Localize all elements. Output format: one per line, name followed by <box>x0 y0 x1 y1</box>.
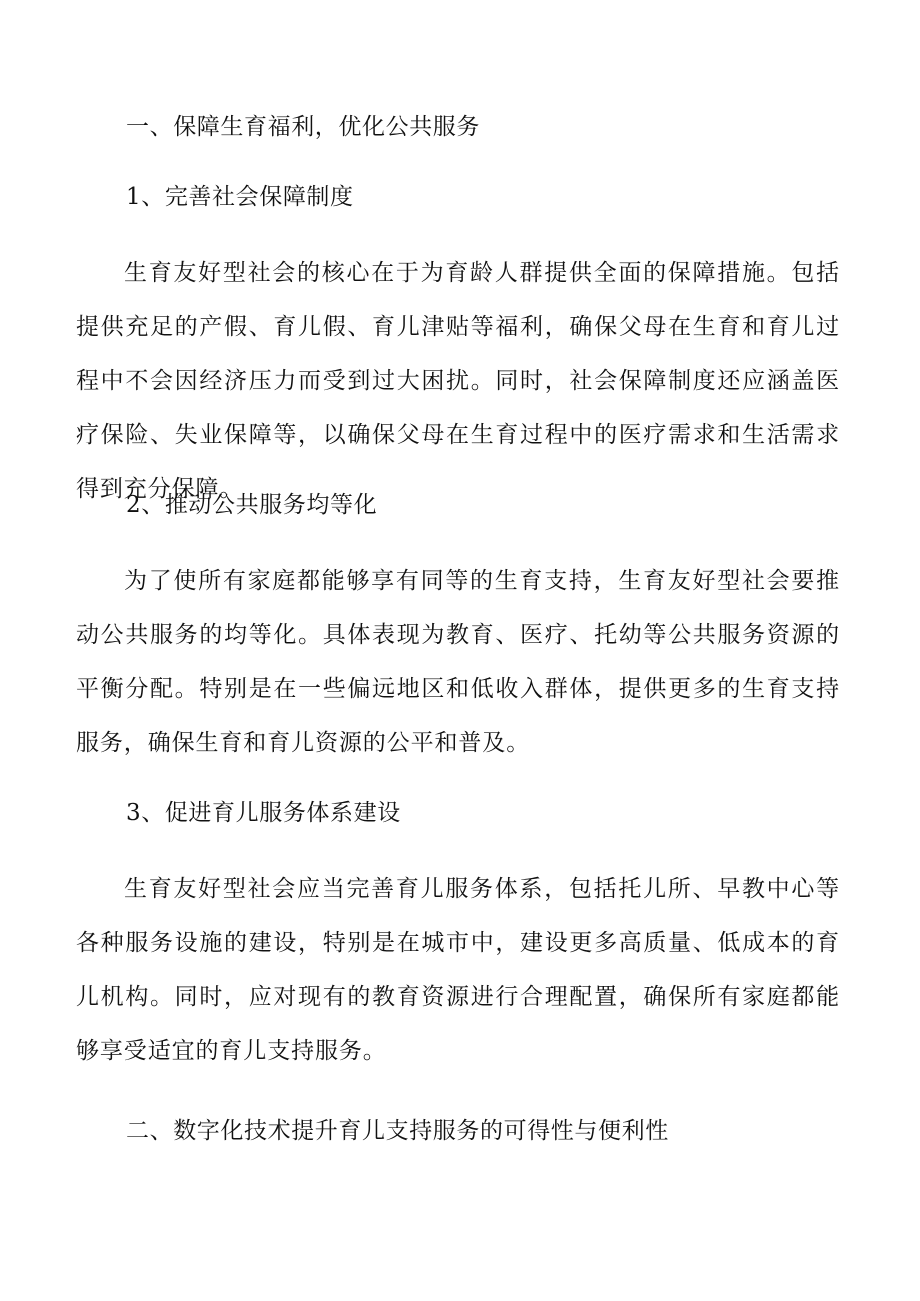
section-heading-2: 二、数字化技术提升育儿支持服务的可得性与便利性 <box>126 1118 669 1144</box>
subsection-heading-3: 3、促进育儿服务体系建设 <box>126 800 401 826</box>
paragraph-social-security: 生育友好型社会的核心在于为育龄人群提供全面的保障措施。包括提供充足的产假、育儿假、育儿津贴等福利，确保父母在生育和育儿过程中不会因经济压力而受到过大困扰。同时，社会保障制度还应涵盖医疗保险、失业保障等，以确保父母在生育过程中的医疗需求和生活需求得到充分保障。 <box>76 260 840 502</box>
paragraph-public-services: 为了使所有家庭都能够享有同等的生育支持，生育友好型社会要推动公共服务的均等化。具体表现为教育、医疗、托幼等公共服务资源的平衡分配。特别是在一些偏远地区和低收入群体，提供更多的生育支持服务，确保生育和育儿资源的公平和普及。 <box>76 568 840 756</box>
section-heading-1: 一、保障生育福利，优化公共服务 <box>126 114 480 140</box>
paragraph-childcare-system: 生育友好型社会应当完善育儿服务体系，包括托儿所、早教中心等各种服务设施的建设，特别是在城市中，建设更多高质量、低成本的育儿机构。同时，应对现有的教育资源进行合理配置，确保所有家庭都能够享受适宜的育儿支持服务。 <box>76 876 840 1064</box>
subsection-heading-1: 1、完善社会保障制度 <box>126 184 354 210</box>
subsection-heading-2: 2、推动公共服务均等化 <box>126 492 378 518</box>
